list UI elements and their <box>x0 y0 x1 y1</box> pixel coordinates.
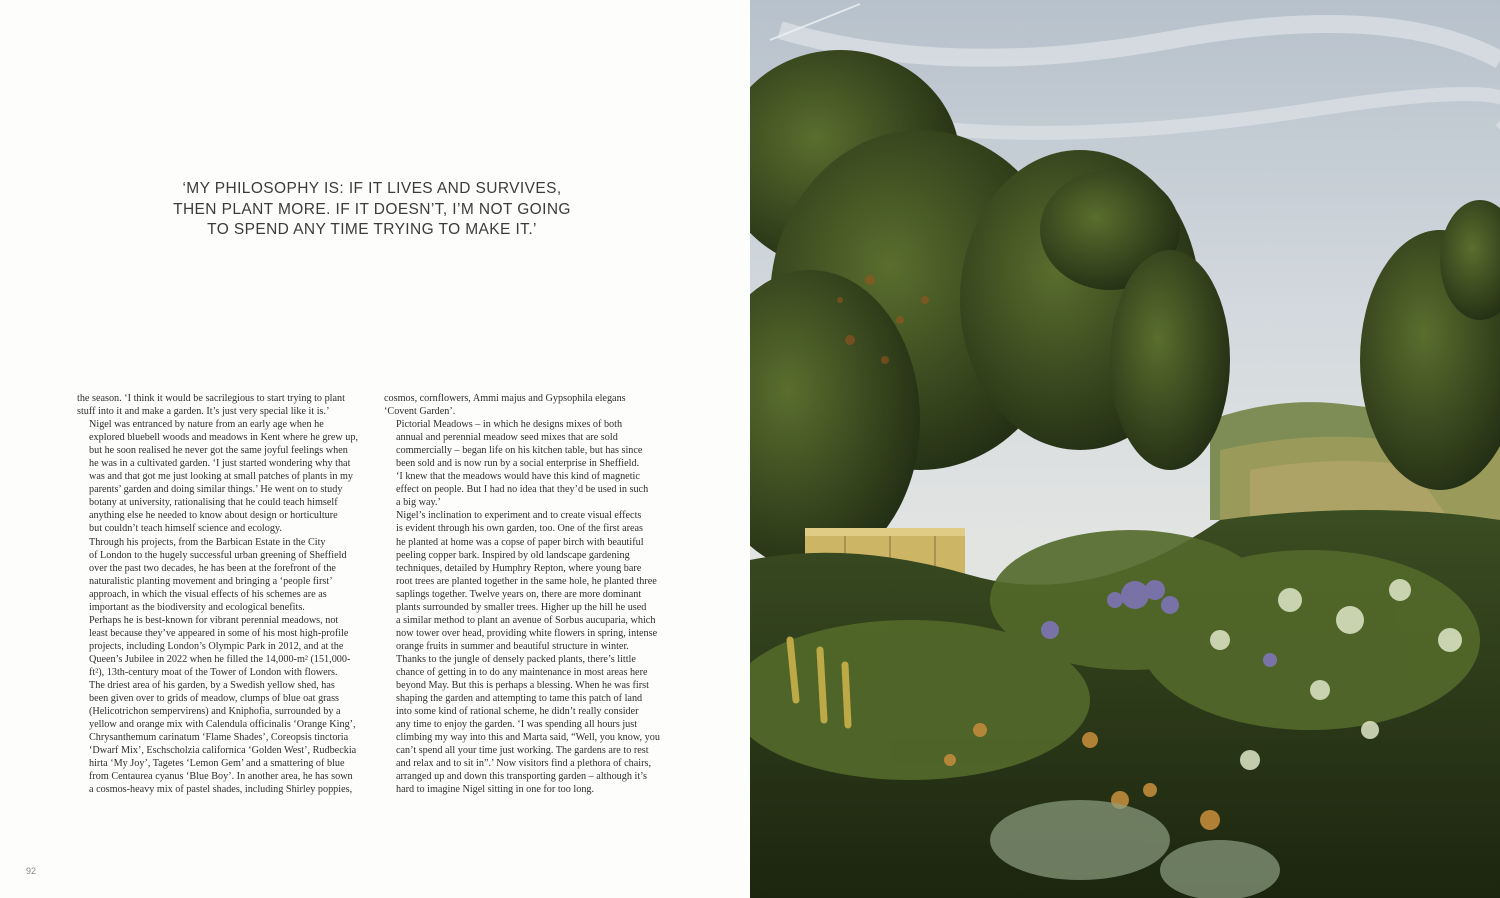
body-text-line: (Helicotrichon sempervirens) and Kniphofia, surrounded by a <box>89 706 341 718</box>
body-paragraph <box>384 509 684 653</box>
body-text-line: and relax and to sit in”.’ Now visitors find a plethora of chairs, <box>396 758 651 770</box>
body-text-line: Queen’s Jubilee in 2022 when he filled the 14,000-m² (151,000- <box>89 653 351 665</box>
body-text-line: least because they’ve appeared in some of his most high-profile <box>89 627 349 639</box>
body-text-line: Thanks to the jungle of densely packed plants, there’s little <box>396 653 636 665</box>
body-text-line: he was in a cultivated garden. ‘I just started wondering why that <box>89 458 351 470</box>
body-text-line: been given over to grids of meadow, clumps of blue oat grass <box>89 693 340 705</box>
body-text-line: he planted at home was a copse of paper birch with beautiful <box>396 536 644 548</box>
pull-quote-line: THEN PLANT MORE. IF IT DOESN’T, I’M NOT GOING <box>173 200 571 218</box>
body-paragraph <box>384 418 684 509</box>
body-text-line: The driest area of his garden, by a Swedish yellow shed, has <box>89 680 335 692</box>
body-paragraph <box>77 392 377 418</box>
body-text-line: been sold and is now run by a social enterprise in Sheffield. <box>396 458 640 470</box>
body-text-line: ‘I knew that the meadows would have this kind of magnetic <box>396 471 640 483</box>
body-text-line: projects, including London’s Olympic Park in 2012, and at the <box>89 640 344 652</box>
body-text-line: hirta ‘My Joy’, Tagetes ‘Lemon Gem’ and a smattering of blue <box>89 758 345 770</box>
body-text-line: into some kind of rational scheme, he didn’t really consider <box>396 706 639 718</box>
body-text-line: but he soon realised he never got the same joyful feelings when <box>89 445 348 457</box>
body-text-line: root trees are planted together in the same hole, he planted three <box>396 575 657 587</box>
page-number: 92 <box>26 866 37 876</box>
body-text-line: ‘Dwarf Mix’, Eschscholzia californica ‘Golden West’, Rudbeckia <box>89 745 357 757</box>
body-text-line: peeling copper bark. Inspired by old landscape gardening <box>396 549 630 561</box>
body-text-line: Chrysanthemum carinatum ‘Flame Shades’, Coreopsis tinctoria <box>89 732 349 744</box>
body-text-line: botany at university, rationalising that he could teach himself <box>89 497 338 509</box>
body-text-line: over the past two decades, he has been at the forefront of the <box>89 562 336 574</box>
body-text-line: can’t spend all your time just working. The gardens are to rest <box>396 745 649 757</box>
body-paragraph <box>384 653 684 797</box>
body-text-line: saplings together. Twelve years on, there are more dominant <box>396 588 642 600</box>
body-text-line: cosmos, cornflowers, Ammi majus and Gypsophila elegans <box>384 393 626 404</box>
body-text-line: is evident through his own garden, too. One of the first areas <box>396 523 643 535</box>
body-text-line: naturalistic planting movement and bringing a ‘people first’ <box>89 575 333 587</box>
body-paragraph <box>77 679 377 796</box>
body-text-line: Nigel was entranced by nature from an early age when he <box>89 419 324 431</box>
body-text-line: a similar method to plant an avenue of Sorbus aucuparia, which <box>396 614 656 626</box>
body-text-line: ‘Covent Garden’. <box>384 406 456 418</box>
body-column-left <box>77 392 377 796</box>
body-text-line: parents’ garden and doing similar things.’ He went on to study <box>89 484 343 496</box>
garden-landscape-photo <box>750 0 1500 898</box>
body-text-line: a cosmos-heavy mix of pastel shades, including Shirley poppies, <box>89 784 353 796</box>
body-text-line: any time to enjoy the garden. ‘I was spending all hours just <box>396 719 638 731</box>
body-paragraph <box>77 614 377 679</box>
body-text-line: Through his projects, from the Barbican Estate in the City <box>89 536 326 548</box>
body-text-line: stuff into it and make a garden. It’s just very special like it is.’ <box>77 406 330 418</box>
body-text-line: the season. ‘I think it would be sacrilegious to start trying to plant <box>77 393 345 404</box>
body-text-line: Perhaps he is best-known for vibrant perennial meadows, not <box>89 614 339 626</box>
body-text-line: a big way.’ <box>396 497 441 509</box>
body-text-line: annual and perennial meadow seed mixes that are sold <box>396 432 618 444</box>
body-text-line: was and that got me just looking at small patches of plants in my <box>89 471 353 483</box>
body-text-line: from Centaurea cyanus ‘Blue Boy’. In another area, he has sown <box>89 771 353 783</box>
body-text-line: yellow and orange mix with Calendula officinalis ‘Orange King’, <box>89 719 356 731</box>
body-text-line: ft²), 13th-century moat of the Tower of London with flowers. <box>89 666 338 678</box>
body-text-line: chance of getting in to do any maintenance in most areas here <box>396 666 648 678</box>
body-text-line: commercially – began life on his kitchen table, but has since <box>396 445 643 457</box>
body-text-line: arranged up and down this transporting garden – although it’s <box>396 771 647 783</box>
pull-quote-line: ‘MY PHILOSOPHY IS: IF IT LIVES AND SURVIVES, <box>182 180 562 197</box>
body-text-line: plants surrounded by smaller trees. Higher up the hill he used <box>396 601 647 613</box>
body-text-line: now tower over head, providing white flowers in spring, intense <box>396 627 658 639</box>
body-text-line: of London to the hugely successful urban greening of Sheffield <box>89 549 347 561</box>
body-text-line: important as the biodiversity and ecological benefits. <box>89 601 305 613</box>
pull-quote-line: TO SPEND ANY TIME TRYING TO MAKE IT.’ <box>207 221 537 238</box>
body-text-line: shaping the garden and attempting to tame this patch of land <box>396 693 643 705</box>
body-text-line: explored bluebell woods and meadows in Kent where he grew up, <box>89 432 359 444</box>
body-text-line: techniques, detailed by Humphry Repton, where young bare <box>396 562 642 574</box>
body-text-line: climbing my way into this and Marta said, “Well, you know, you <box>396 732 660 744</box>
body-text-line: orange fruits in summer and beautiful structure in winter. <box>396 640 629 652</box>
body-text-line: hard to imagine Nigel sitting in one for too long. <box>396 784 595 796</box>
body-paragraph <box>384 392 684 418</box>
body-text-line: effect on people. But I had no idea that they’d be used in such <box>396 484 649 496</box>
body-text-line: approach, in which the visual effects of his schemes are as <box>89 588 327 600</box>
body-text-line: but couldn’t teach himself science and ecology. <box>89 523 282 535</box>
body-paragraph <box>77 536 377 614</box>
pull-quote <box>160 179 584 241</box>
body-column-right <box>384 392 684 796</box>
body-text-line: beyond May. But this is perhaps a blessing. When he was first <box>396 680 649 692</box>
body-text-line: Pictorial Meadows – in which he designs mixes of both <box>396 419 623 431</box>
body-text-line: Nigel’s inclination to experiment and to create visual effects <box>396 510 642 522</box>
body-paragraph <box>77 418 377 535</box>
body-text-line: anything else he needed to know about design or horticulture <box>89 510 338 522</box>
